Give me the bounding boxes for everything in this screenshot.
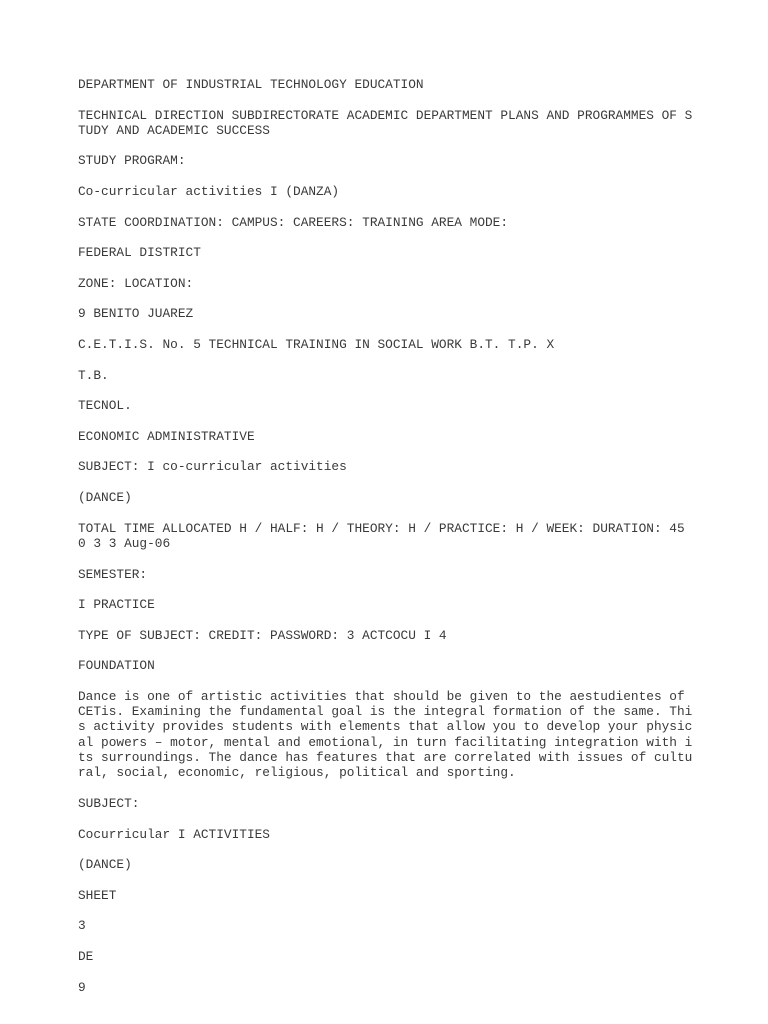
text-line: TECNOL. [78,398,132,414]
text-line: DEPARTMENT OF INDUSTRIAL TECHNOLOGY EDUCATION [78,77,424,92]
document-paragraph [78,184,696,199]
text-line: 0 3 3 Aug-06 [78,535,171,551]
text-line: SHEET [78,887,117,903]
text-line: STUDY PROGRAM: [78,153,186,169]
document-page [78,77,696,1010]
text-line: 3 [78,918,86,934]
document-paragraph [78,490,696,505]
document-paragraph [78,398,696,413]
document-paragraph [78,658,696,673]
text-line: TECHNICAL DIRECTION SUBDIRECTORATE ACADEMIC DEPARTMENT PLANS AND PROGRAMMES OF S [78,107,693,123]
document-paragraph [78,628,696,643]
text-line: TOTAL TIME ALLOCATED H / HALF: H / THEORY: H / PRACTICE: H / WEEK: DURATION: 45 [78,520,685,536]
text-line: 9 [78,979,86,995]
document-paragraph [78,888,696,903]
text-line: FEDERAL DISTRICT [78,245,201,261]
document-paragraph [78,337,696,352]
document-paragraph [78,689,696,781]
text-line: al powers – motor, mental and emotional, in turn facilitating integration with i [78,734,693,750]
text-line: DE [78,948,94,964]
document-paragraph [78,521,696,552]
document-paragraph [78,857,696,872]
document-paragraph [78,918,696,933]
text-line: SUBJECT: [78,795,140,811]
text-line: TUDY AND ACADEMIC SUCCESS [78,122,270,138]
text-line: (DANCE) [78,490,132,506]
text-line: ZONE: LOCATION: [78,275,194,291]
text-line: Co-curricular activities I (DANZA) [78,184,340,200]
document-paragraph [78,949,696,964]
text-line: SEMESTER: [78,566,148,582]
document-paragraph [78,597,696,612]
text-line: Cocurricular I ACTIVITIES [78,826,270,842]
document-paragraph [78,306,696,321]
text-line: ECONOMIC ADMINISTRATIVE [78,428,255,444]
text-line: 9 BENITO JUAREZ [78,306,194,322]
document-paragraph [78,827,696,842]
text-line: T.B. [78,367,109,383]
document-paragraph [78,796,696,811]
text-line: (DANCE) [78,857,132,873]
text-line: ral, social, economic, religious, political and sporting. [78,765,516,781]
text-line: C.E.T.I.S. No. 5 TECHNICAL TRAINING IN SOCIAL WORK B.T. T.P. X [78,337,555,353]
text-line: ts surroundings. The dance has features that are correlated with issues of cultu [78,750,693,766]
document-paragraph [78,153,696,168]
document-paragraph [78,276,696,291]
text-line: s activity provides students with elements that allow you to develop your physic [78,719,693,735]
text-line: STATE COORDINATION: CAMPUS: CAREERS: TRAINING AREA MODE: [78,214,509,230]
document-paragraph [78,77,696,92]
text-line: SUBJECT: I co-curricular activities [78,459,347,475]
document-paragraph [78,459,696,474]
text-line: Dance is one of artistic activities that should be given to the aestudientes of [78,688,685,704]
document-paragraph [78,215,696,230]
text-line: CETis. Examining the fundamental goal is the integral formation of the same. Thi [78,704,693,720]
document-paragraph [78,368,696,383]
text-line: TYPE OF SUBJECT: CREDIT: PASSWORD: 3 ACTCOCU I 4 [78,627,447,643]
text-line: FOUNDATION [78,658,155,674]
document-paragraph [78,245,696,260]
text-line: I PRACTICE [78,597,155,613]
document-paragraph [78,567,696,582]
document-paragraph [78,429,696,444]
document-paragraph [78,980,696,995]
document-paragraph [78,108,696,139]
